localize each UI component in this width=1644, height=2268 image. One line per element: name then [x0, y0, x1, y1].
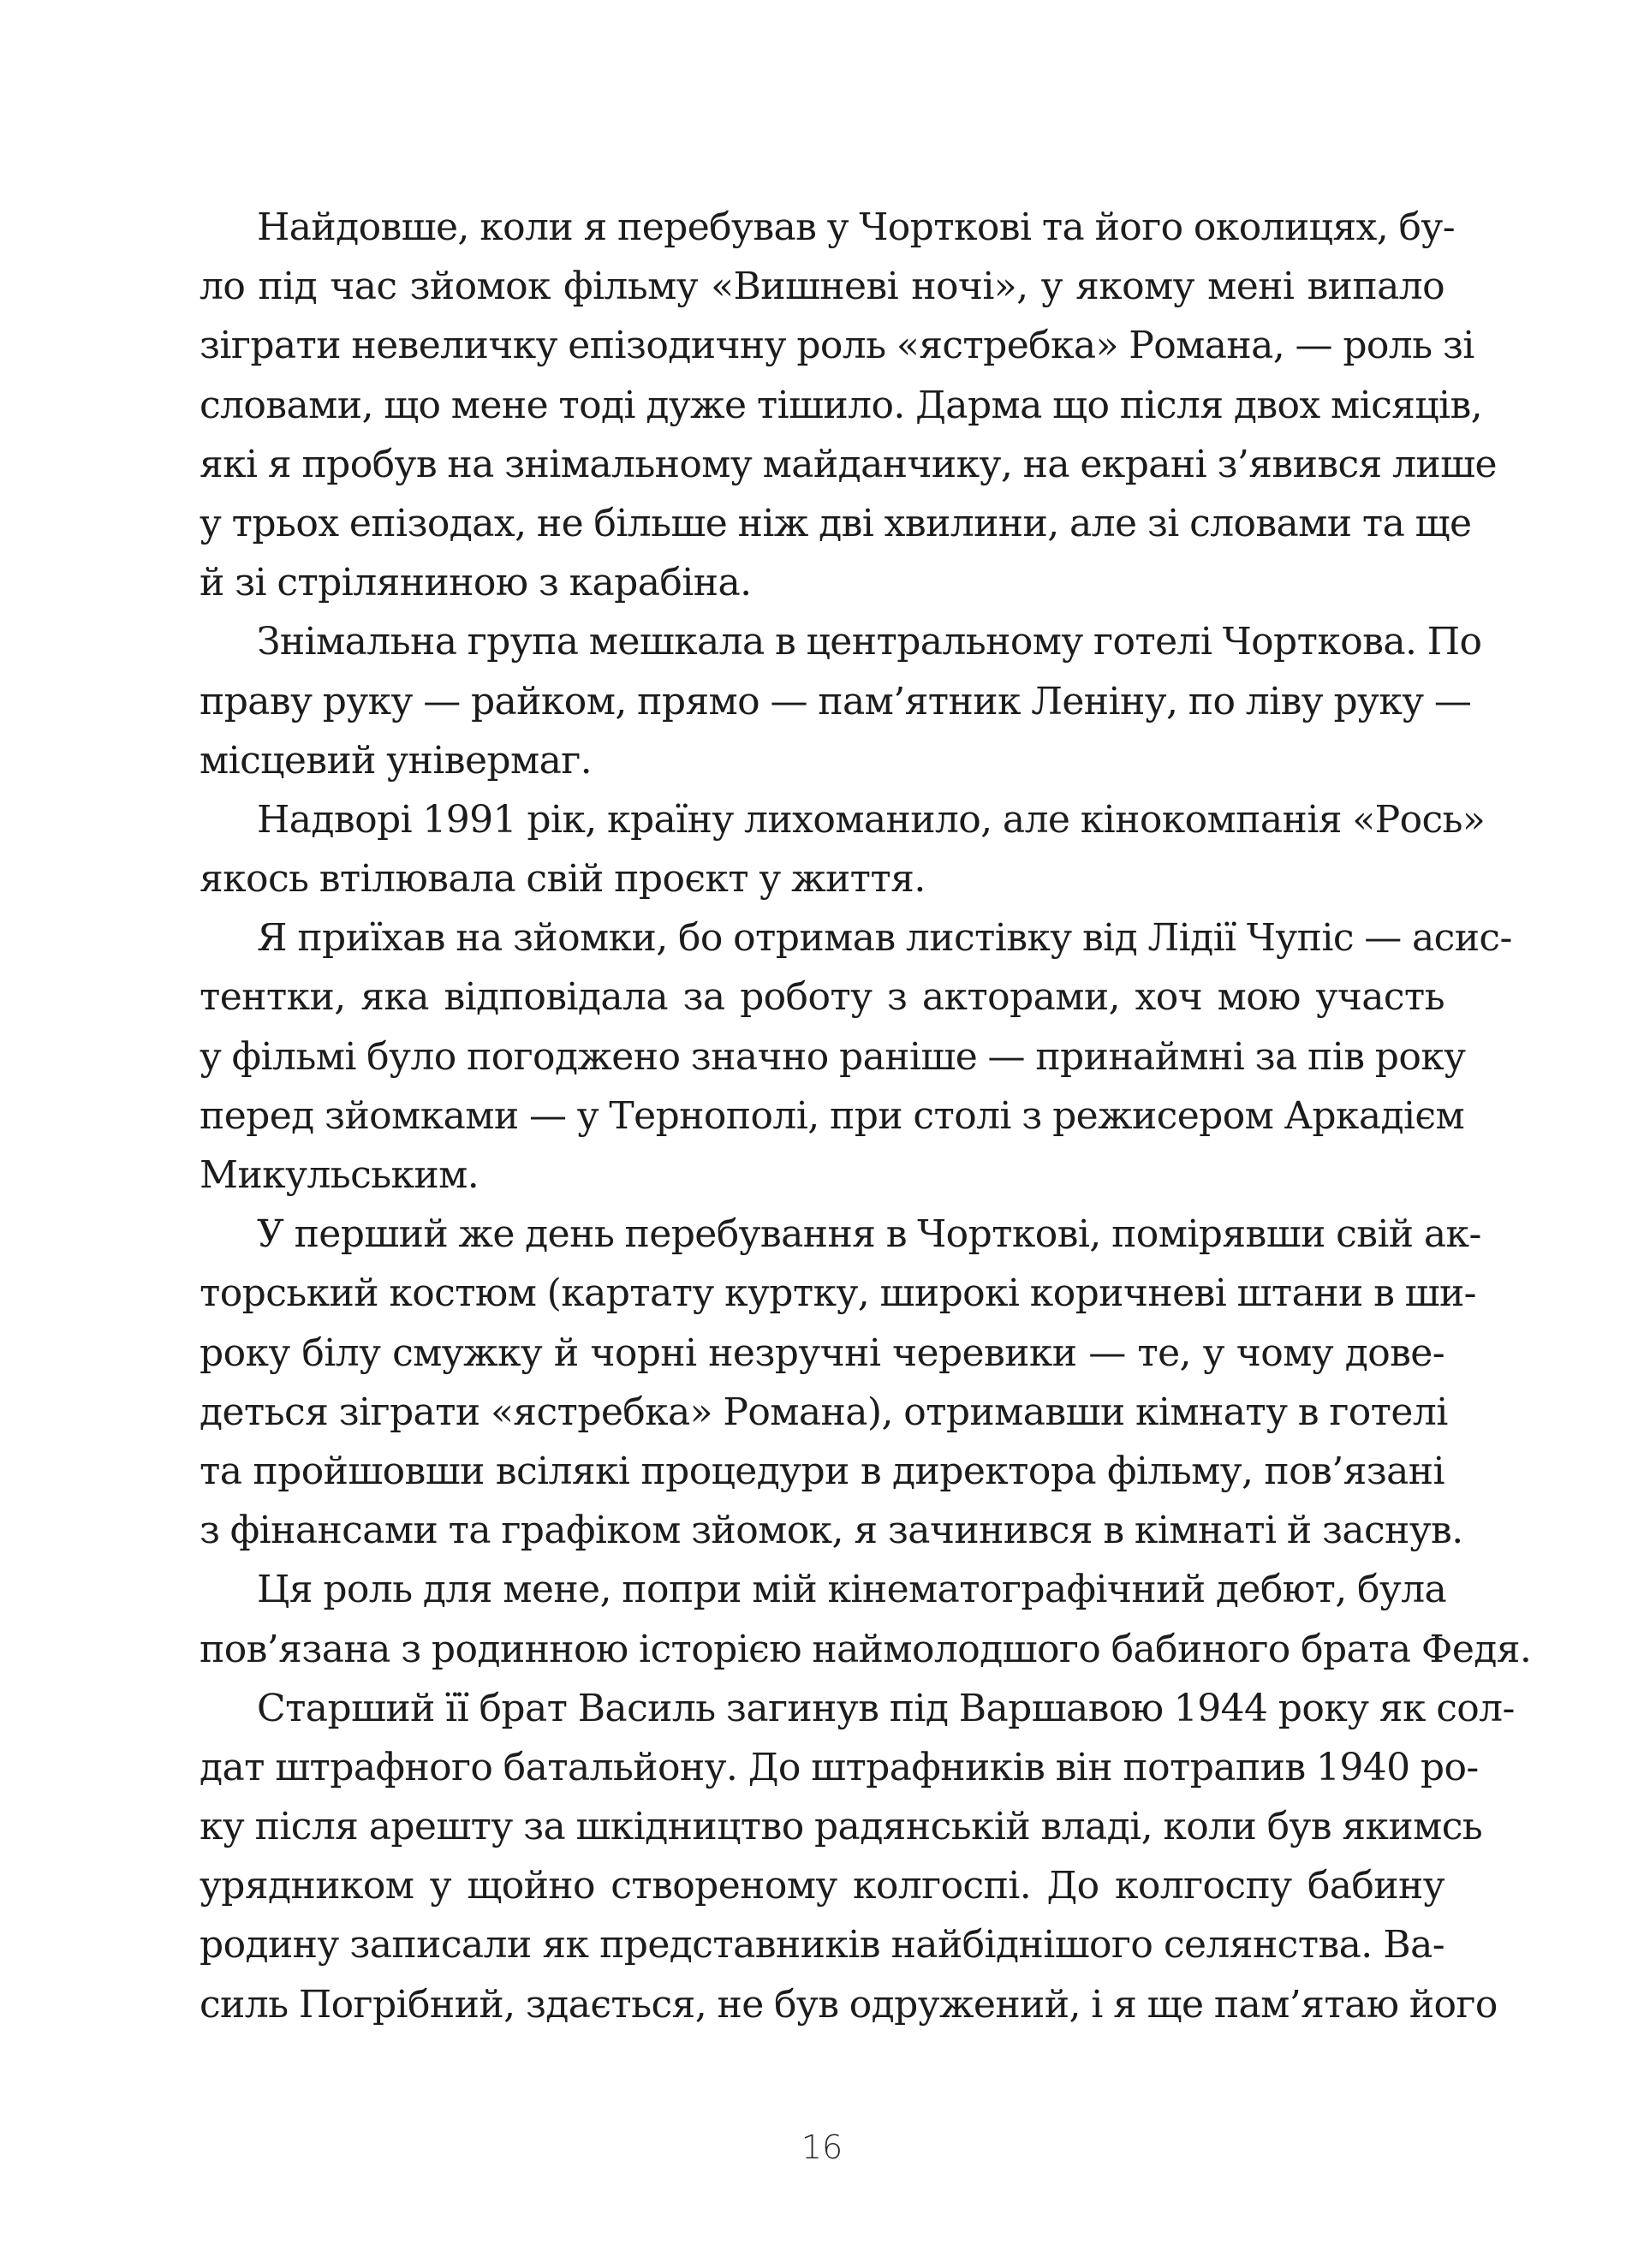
text-line: у фільмі було погоджено значно раніше — принаймні за пів року	[200, 1034, 1466, 1079]
text-line: пов’язана з родинною історією наймолодшого бабиного брата Федя.	[200, 1627, 1532, 1671]
paragraph-5	[200, 1205, 1481, 1560]
text-line: родину записали як представників найбіднішого селянства. Ва-	[200, 1923, 1444, 1967]
text-line: Микульським.	[200, 1153, 480, 1197]
paragraph-1	[200, 198, 1497, 612]
text-line: силь Погрібний, здається, не був одружений, і я ще пам’ятаю його	[200, 1982, 1498, 2027]
text-line: праву руку — райком, прямо — пам’ятник Леніну, по ліву руку —	[200, 679, 1472, 723]
text-line: ло під час зйомок фільму «Вишневі ночі», у якому мені випало	[200, 265, 1444, 309]
text-line: й зі стріляниною з карабіна.	[200, 561, 752, 605]
text-line: Надворі 1991 рік, країну лихоманило, але кінокомпанія «Рось»	[257, 797, 1486, 842]
text-line: у трьох епізодах, не більше ніж дві хвилини, але зі словами та ще	[200, 501, 1472, 545]
text-line: зіграти невеличку епізодичну роль «ястребка» Романа, — роль зі	[200, 324, 1474, 368]
text-line: Я приїхав на зйомки, бо отримав листівку від Лідії Чупіс — асис-	[257, 916, 1512, 961]
paragraph-2	[200, 612, 1482, 790]
text-line: року білу смужку й чорні незручні черевики — те, у чому дове-	[200, 1330, 1444, 1375]
body-text	[200, 198, 1532, 2034]
text-line: дат штрафного батальйону. До штрафників він потрапив 1940 ро-	[200, 1745, 1479, 1789]
text-line: Найдовше, коли я перебував у Чорткові та його околицях, бу-	[257, 205, 1455, 249]
text-line: місцевий універмаг.	[200, 738, 593, 783]
page-number: 16	[801, 2128, 843, 2166]
text-line: перед зйомками — у Тернополі, при столі з режисером Аркадієм	[200, 1093, 1465, 1138]
text-line: урядником у щойно створеному колгоспі. До колгоспу бабину	[200, 1864, 1444, 1908]
paragraph-3	[200, 790, 1486, 908]
text-line: з фінансами та графіком зйомок, я зачинився в кімнаті й заснув.	[200, 1509, 1463, 1553]
text-line: У перший же день перебування в Чорткові, помірявши свій ак-	[257, 1212, 1481, 1257]
text-line: словами, що мене тоді дуже тішило. Дарма що після двох місяців,	[200, 383, 1483, 427]
text-line: якось втілювала свій проєкт у життя.	[200, 857, 926, 902]
paragraph-7	[200, 1679, 1515, 2034]
text-line: та пройшовши всілякі процедури в директора фільму, пов’язані	[200, 1449, 1444, 1493]
paragraph-6	[200, 1560, 1532, 1678]
text-line: торський костюм (картату куртку, широкі коричневі штани в ши-	[200, 1271, 1476, 1316]
text-line: які я пробув на знімальному майданчику, на екрані з’явився лише	[200, 442, 1497, 486]
text-line: Ця роль для мене, попри мій кінематографічний дебют, була	[257, 1568, 1447, 1612]
paragraph-4	[200, 908, 1512, 1205]
text-line: ку після арешту за шкідництво радянській владі, коли був якимсь	[200, 1805, 1483, 1849]
text-line: деться зіграти «ястребка» Романа), отримавши кімнату в готелі	[200, 1390, 1448, 1434]
text-line: Знімальна група мешкала в центральному готелі Чорткова. По	[257, 620, 1482, 664]
text-line: тентки, яка відповідала за роботу з акторами, хоч мою участь	[200, 975, 1444, 1020]
text-line: Старший її брат Василь загинув під Варшавою 1944 року як сол-	[257, 1686, 1515, 1730]
